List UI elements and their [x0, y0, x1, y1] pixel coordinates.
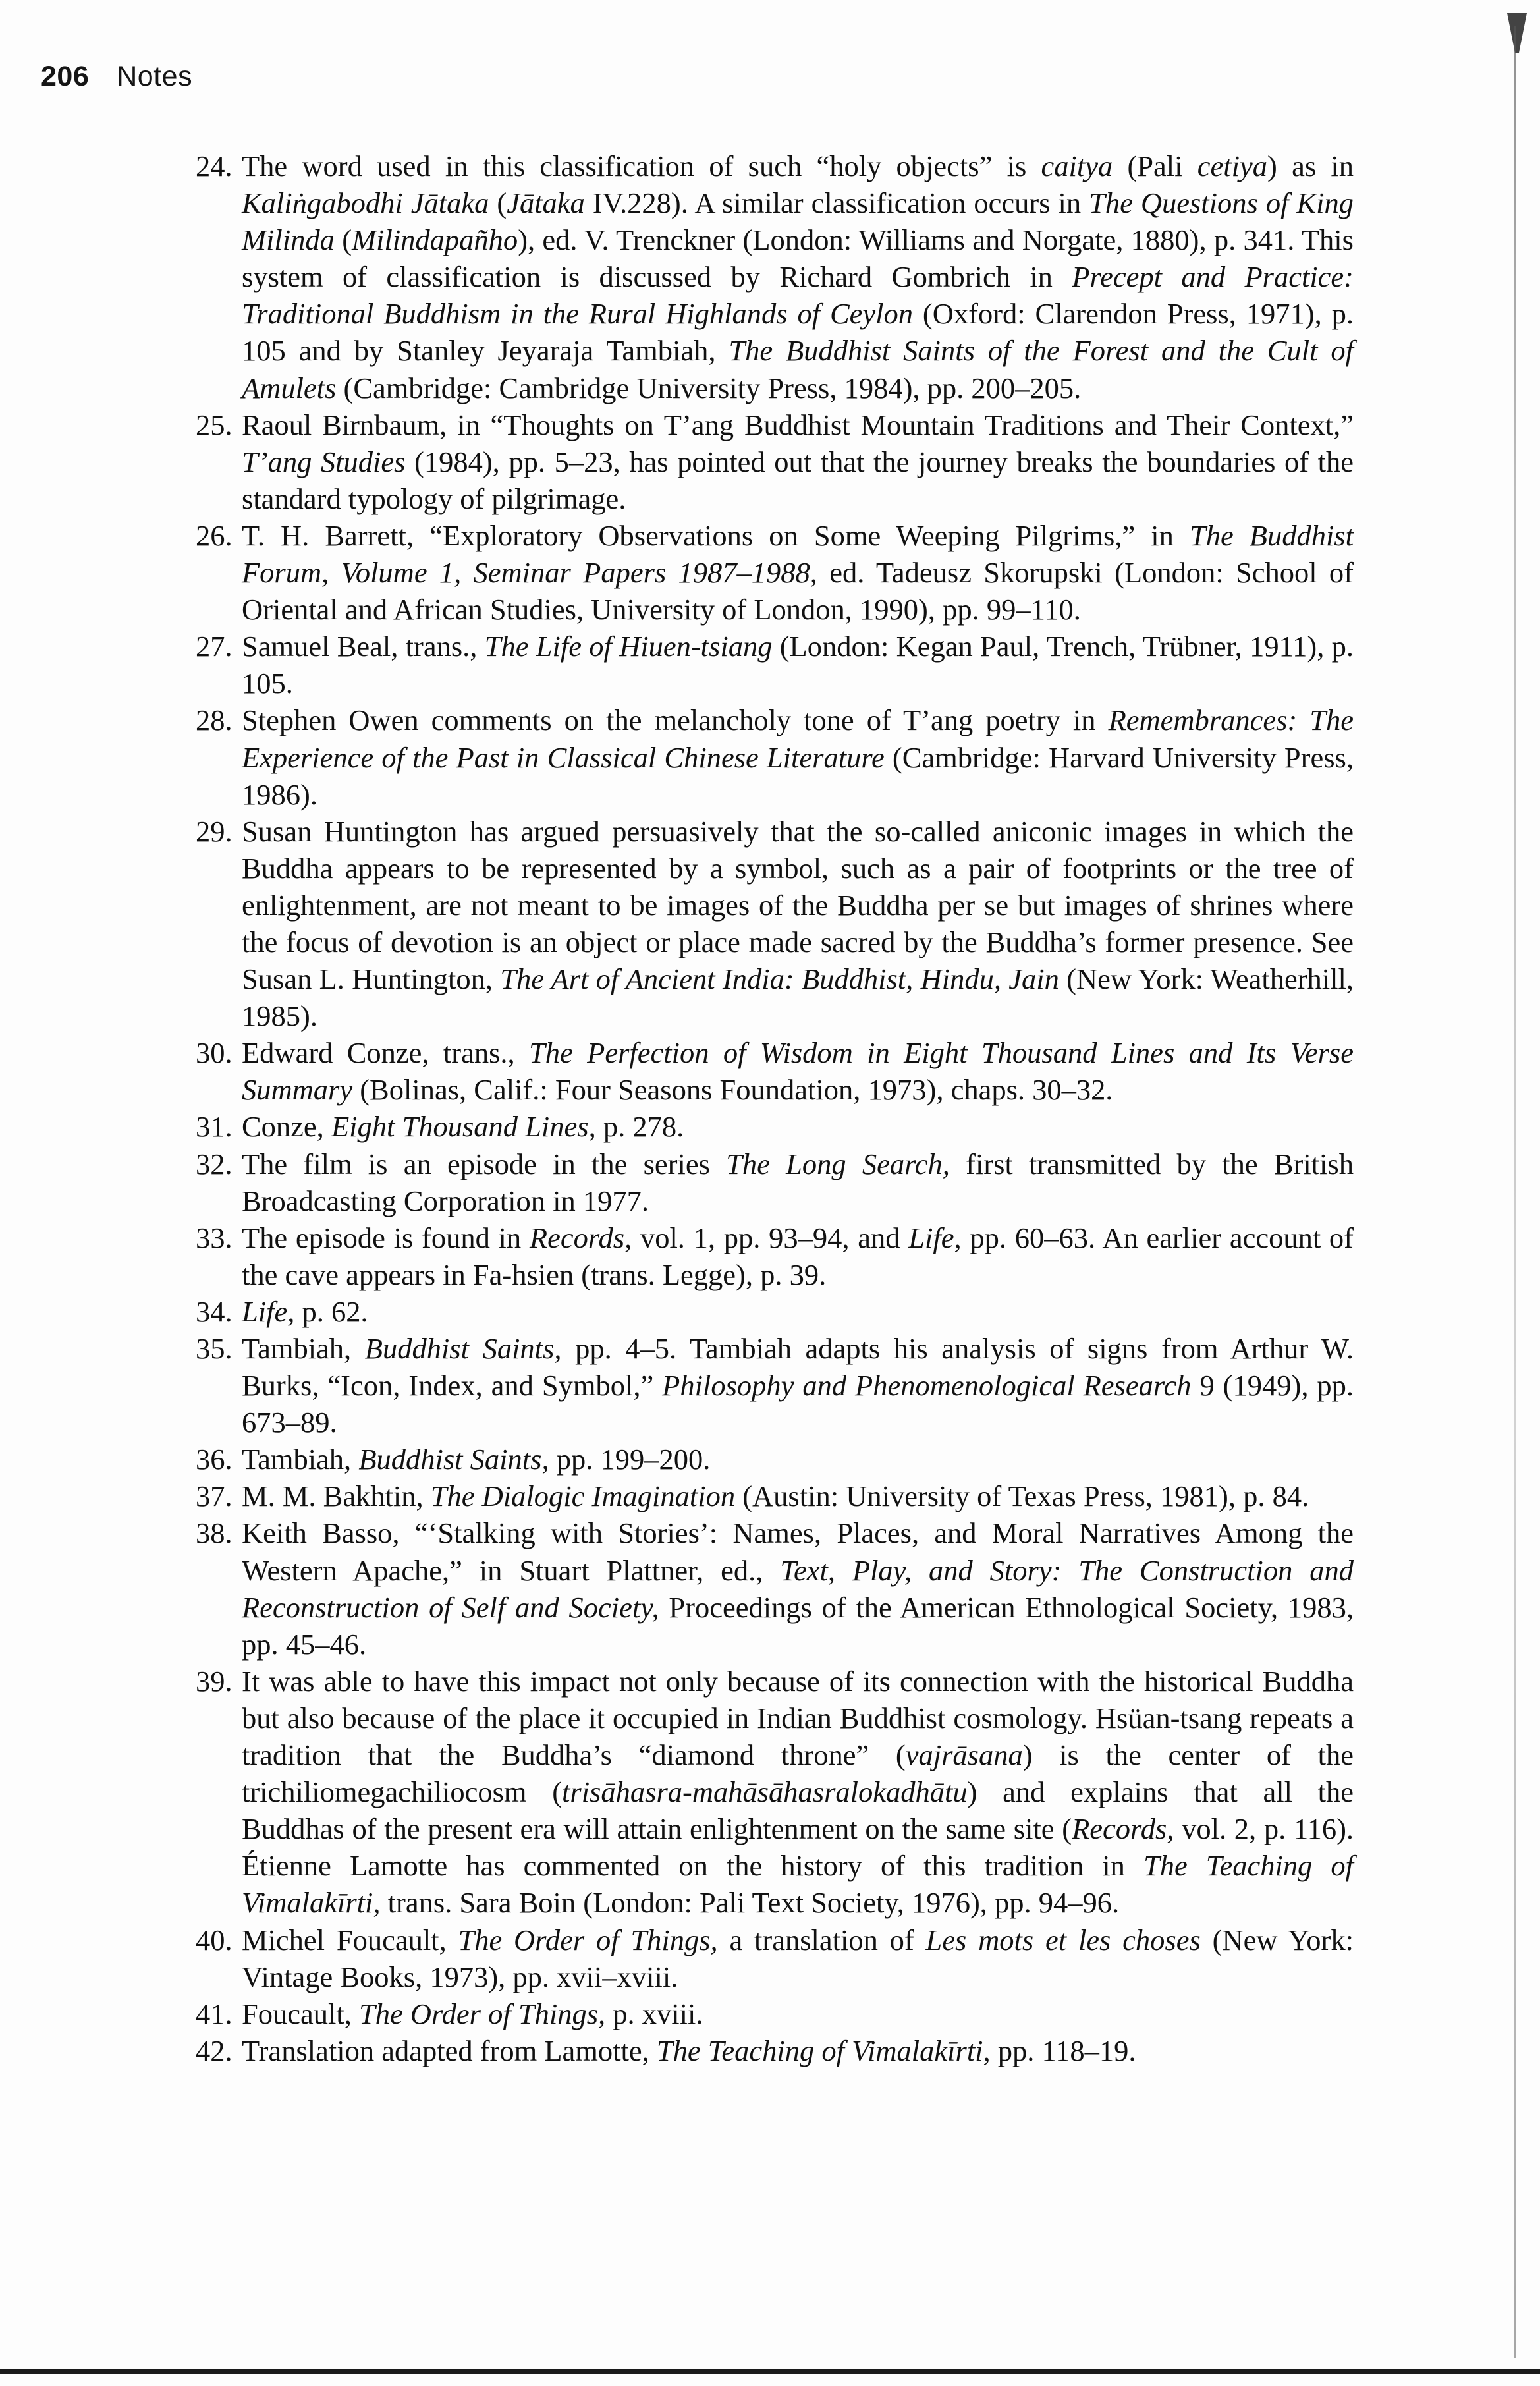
- endnote-number: 26 .: [196, 517, 236, 554]
- endnote-number: 42 .: [196, 2032, 236, 2069]
- endnote-number: 35 .: [196, 1330, 236, 1367]
- endnote-text: Foucault, The Order of Things, p. xviii.: [242, 1997, 703, 2030]
- endnote-number: 41 .: [196, 1995, 236, 2032]
- page-number: 206: [41, 61, 90, 92]
- endnote-text: M. M. Bakhtin, The Dialogic Imagination (Austin: University of Texas Press, 1981), p. 84.: [242, 1480, 1309, 1513]
- endnote-34: [196, 1293, 1354, 1330]
- endnote-number: 40 .: [196, 1922, 236, 1958]
- endnote-number: 32 .: [196, 1146, 236, 1182]
- endnote-25: [196, 406, 1354, 517]
- section-title: Notes: [117, 61, 193, 92]
- endnote-33: [196, 1219, 1354, 1293]
- endnote-number: 39 .: [196, 1663, 236, 1700]
- endnote-number: 30 .: [196, 1034, 236, 1071]
- endnote-number: 25 .: [196, 406, 236, 443]
- endnote-number: 34 .: [196, 1293, 236, 1330]
- endnote-number: 29 .: [196, 813, 236, 850]
- endnote-37: [196, 1478, 1354, 1514]
- endnote-36: [196, 1441, 1354, 1478]
- endnote-text: Keith Basso, “‘Stalking with Stories’: Names, Places, and Moral Narratives Among the Western Apache,” in Stuart Plattner, ed., Text, Play, and Story: The Construction and Reconstruction of Self and Society, Proceedings of the American Ethnological Society, 1983, pp. 45–46.: [242, 1516, 1354, 1661]
- endnote-number: 31 .: [196, 1108, 236, 1145]
- binding-clip-mark: [1507, 13, 1527, 53]
- endnote-number: 33 .: [196, 1219, 236, 1256]
- endnote-text: Tambiah, Buddhist Saints, pp. 199–200.: [242, 1443, 711, 1476]
- endnote-24: [196, 148, 1354, 406]
- endnote-35: [196, 1330, 1354, 1441]
- endnote-32: [196, 1146, 1354, 1219]
- endnote-number: 36 .: [196, 1441, 236, 1478]
- endnote-29: [196, 813, 1354, 1035]
- endnote-number: 37 .: [196, 1478, 236, 1514]
- endnote-text: Life, p. 62.: [242, 1294, 368, 1328]
- endnote-number: 38 .: [196, 1514, 236, 1551]
- endnote-27: [196, 628, 1354, 702]
- endnote-38: [196, 1514, 1354, 1662]
- endnote-31: [196, 1108, 1354, 1145]
- endnote-number: 24 .: [196, 148, 236, 184]
- endnote-text: The film is an episode in the series The Long Search, first transmitted by the British Broadcasting Corporation in 1977.: [242, 1147, 1354, 1217]
- page-bottom-edge: [0, 2369, 1540, 2374]
- endnote-30: [196, 1034, 1354, 1108]
- endnote-text: Conze, Eight Thousand Lines, p. 278.: [242, 1110, 684, 1144]
- endnote-text: Tambiah, Buddhist Saints, pp. 4–5. Tambiah adapts his analysis of signs from Arthur W. Burks, “Icon, Index, and Symbol,” Philosophy and Phenomenological Research 9 (1949), pp. 673–89.: [242, 1332, 1354, 1439]
- endnote-text: Raoul Birnbaum, in “Thoughts on T’ang Buddhist Mountain Traditions and Their Context,” T’ang Studies (1984), pp. 5–23, has pointed out that the journey breaks the boundaries of the standard typology of pilgrimage.: [242, 408, 1354, 515]
- endnote-text: Stephen Owen comments on the melancholy tone of T’ang poetry in Remembrances: The Experience of the Past in Classical Chinese Literature (Cambridge: Harvard University Press, 1986).: [242, 704, 1354, 811]
- endnote-text: Samuel Beal, trans., The Life of Hiuen-tsiang (London: Kegan Paul, Trench, Trübner, 1911), p. 105.: [242, 630, 1354, 700]
- endnote-39: [196, 1663, 1354, 1922]
- endnote-text: T. H. Barrett, “Exploratory Observations on Some Weeping Pilgrims,” in The Buddhist Forum, Volume 1, Seminar Papers 1987–1988, ed. Tadeusz Skorupski (London: School of Oriental and African Studies, University of London, 1990), pp. 99–110.: [242, 518, 1354, 626]
- endnote-40: [196, 1922, 1354, 1995]
- endnote-text: The episode is found in Records, vol. 1, pp. 93–94, and Life, pp. 60–63. An earlier account of the cave appears in Fa-hsien (trans. Legge), p. 39.: [242, 1221, 1354, 1291]
- endnote-text: Susan Huntington has argued persuasively that the so-called aniconic images in which the Buddha appears to be represented by a symbol, such as a pair of footprints or the tree of enlightenment, are not meant to be images of the Buddha per se but images of shrines where the focus of devotion is an object or place made sacred by the Buddha’s former presence. See Susan L. Huntington, The Art of Ancient India: Buddhist, Hindu, Jain (New York: Weatherhill, 1985).: [242, 814, 1354, 1033]
- endnote-text: It was able to have this impact not only because of its connection with the historical Buddha but also because of the place it occupied in Indian Buddhist cosmology. Hsüan-tsang repeats a tradition that the Buddha’s “diamond throne” (vajrāsana) is the center of the trichiliomegachiliocosm (trisāhasra-mahāsāhasralokadhātu) and explains that all the Buddhas of the present era will attain enlightenment on the same site (Records, vol. 2, p. 116). Étienne Lamotte has commented on the history of this tradition in The Teaching of Vimalakīrti, trans. Sara Boin (London: Pali Text Society, 1976), pp. 94–96.: [242, 1664, 1354, 1920]
- endnote-text: The word used in this classification of such “holy objects” is caitya (Pali cetiya) as in Kaliṅgabodhi Jātaka (Jātaka IV.228). A similar classification occurs in The Questions of King Milinda (Milindapañho), ed. V. Trenckner (London: Williams and Norgate, 1880), p. 341. This system of classification is discussed by Richard Gombrich in Precept and Practice: Traditional Buddhism in the Rural Highlands of Ceylon (Oxford: Clarendon Press, 1971), p. 105 and by Stanley Jeyaraja Tambiah, The Buddhist Saints of the Forest and the Cult of Amulets (Cambridge: Cambridge University Press, 1984), pp. 200–205.: [242, 150, 1354, 404]
- endnote-26: [196, 517, 1354, 628]
- endnote-number: 28 .: [196, 702, 236, 738]
- endnote-text: Translation adapted from Lamotte, The Teaching of Vimalakīrti, pp. 118–19.: [242, 2034, 1136, 2067]
- endnote-text: Edward Conze, trans., The Perfection of Wisdom in Eight Thousand Lines and Its Verse Summary (Bolinas, Calif.: Four Seasons Foundation, 1973), chaps. 30–32.: [242, 1036, 1354, 1107]
- endnote-28: [196, 702, 1354, 812]
- endnote-42: [196, 2032, 1354, 2069]
- binding-edge: [1514, 26, 1516, 2358]
- running-header: [41, 61, 192, 93]
- endnote-text: Michel Foucault, The Order of Things, a translation of Les mots et les choses (New York: Vintage Books, 1973), pp. xvii–xviii.: [242, 1923, 1354, 1993]
- endnote-41: [196, 1995, 1354, 2032]
- endnotes-list: [196, 148, 1354, 2069]
- endnote-number: 27 .: [196, 628, 236, 665]
